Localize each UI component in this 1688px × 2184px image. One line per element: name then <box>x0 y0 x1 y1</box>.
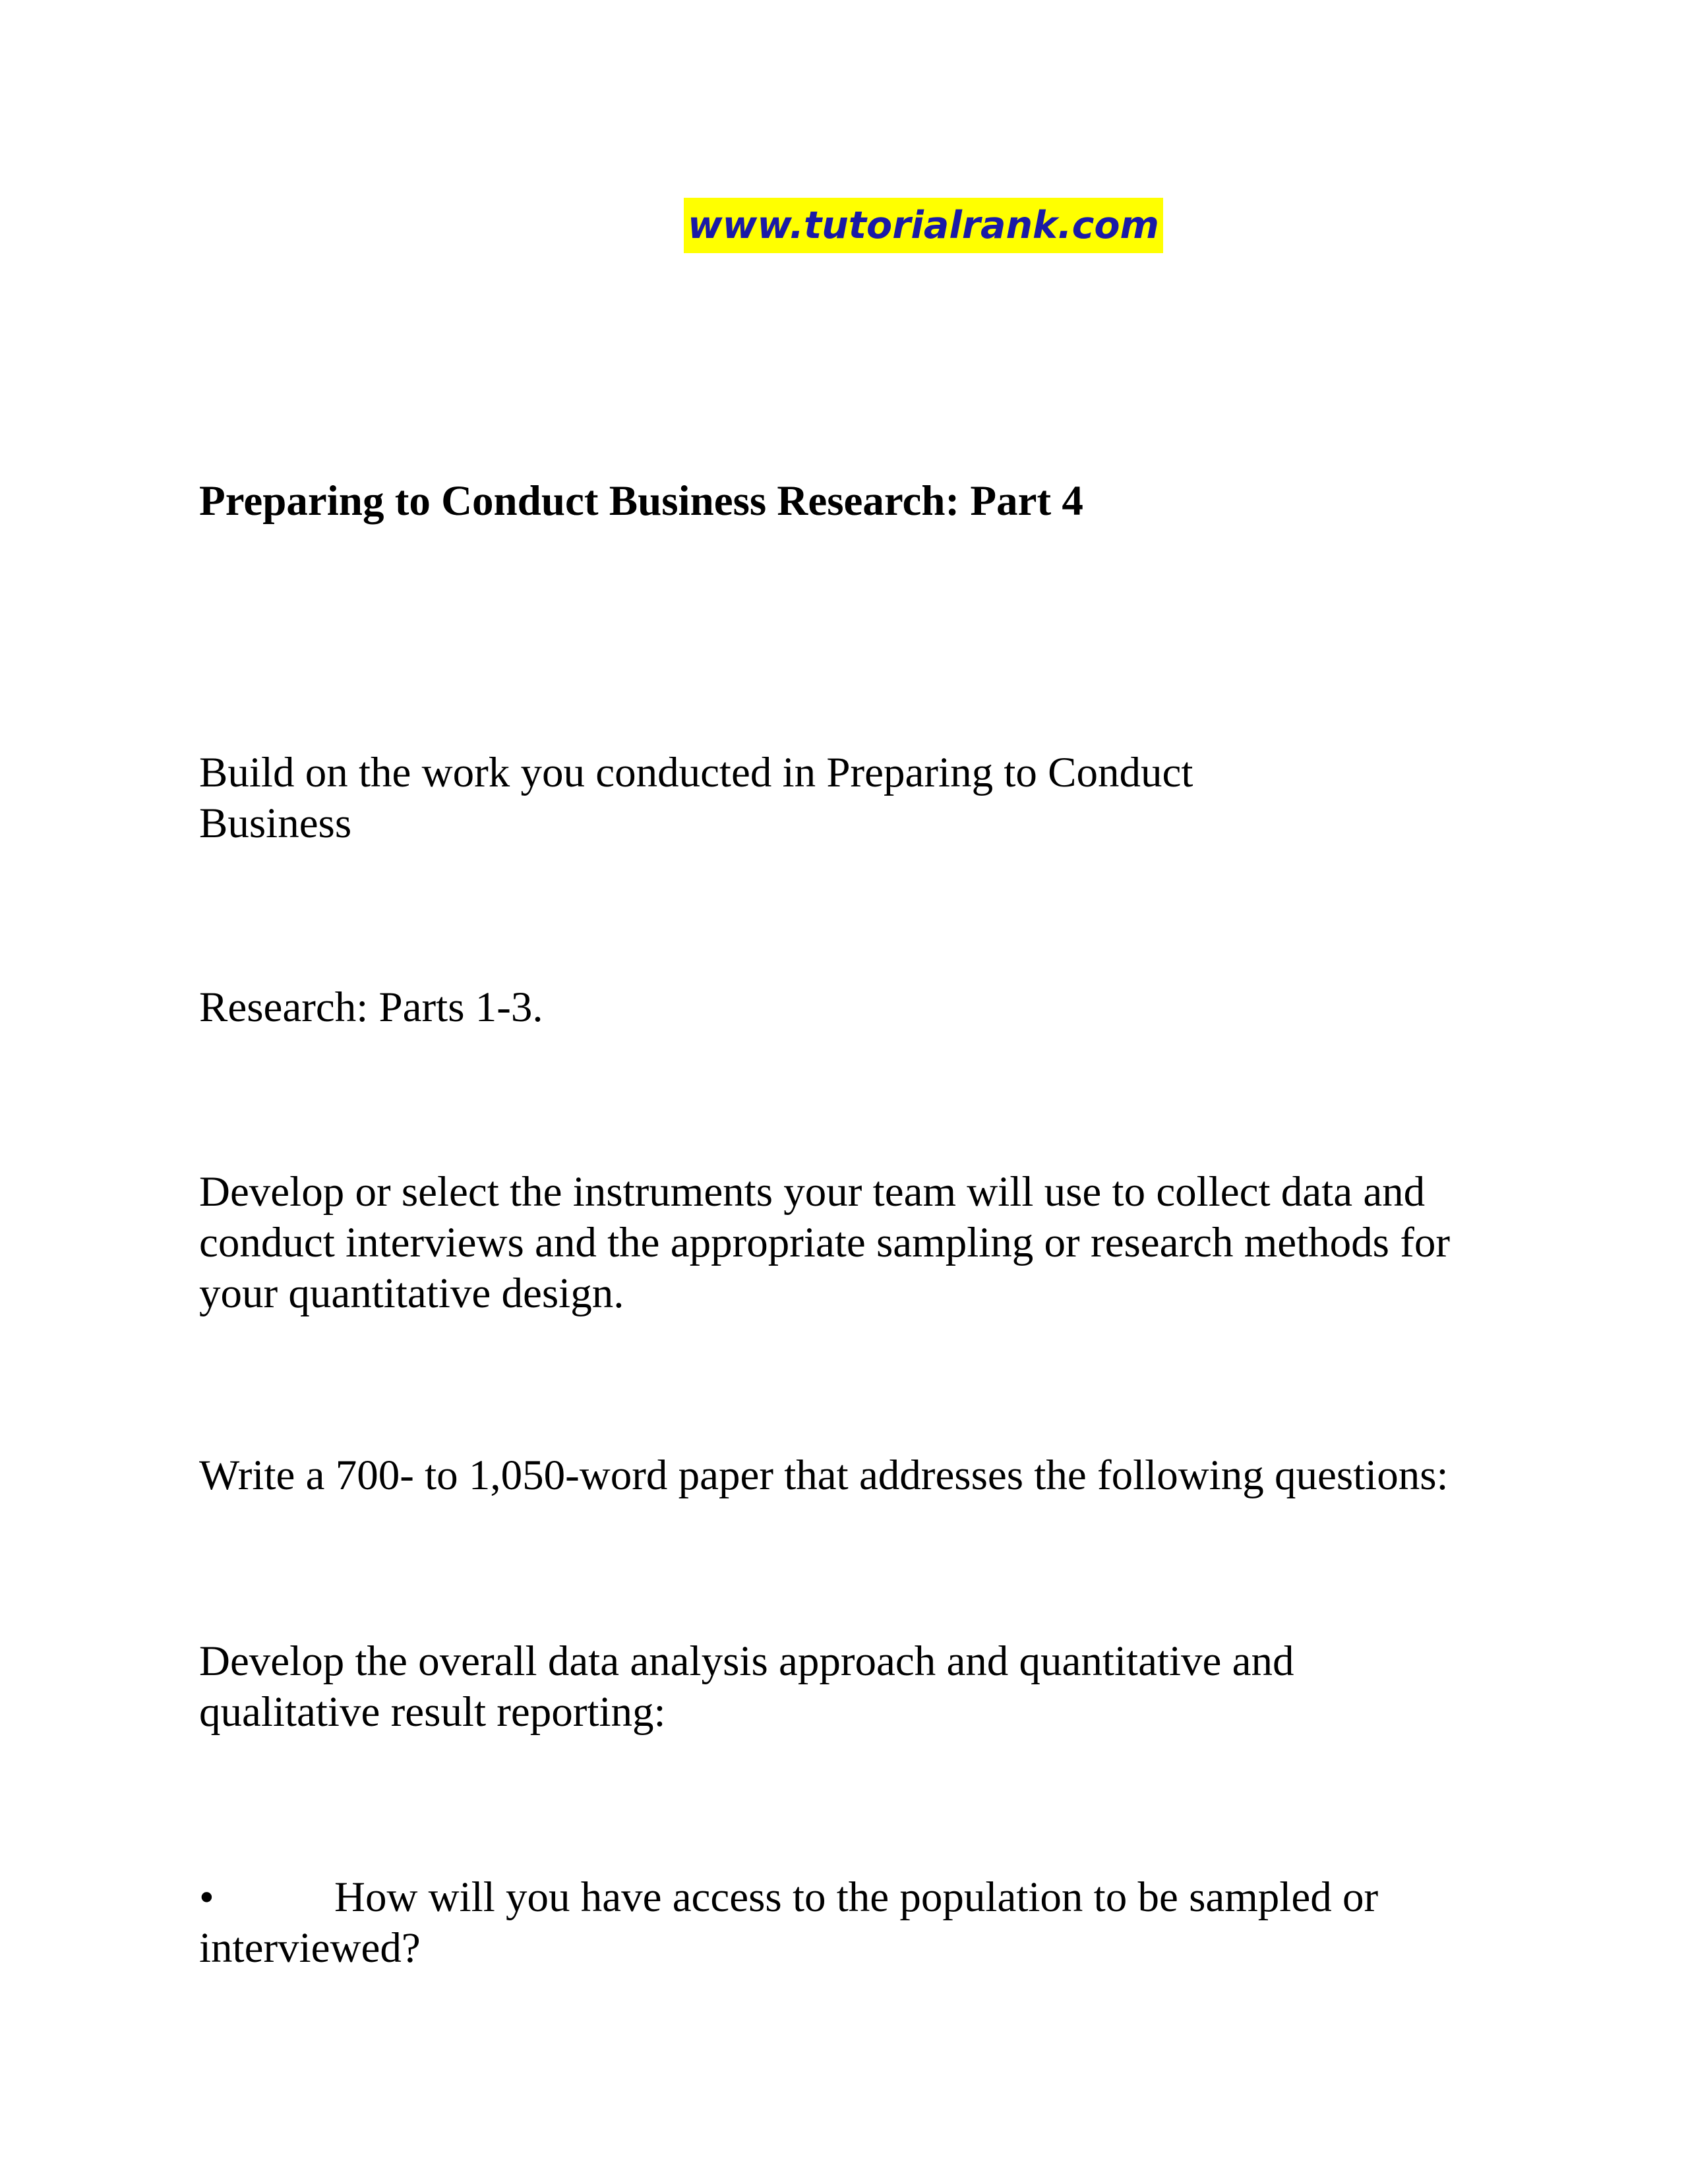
paragraph-line: conduct interviews and the appropriate sampling or research methods for <box>199 1219 1450 1266</box>
paragraph-line: Develop or select the instruments your team will use to collect data and <box>199 1168 1426 1216</box>
document-title: Preparing to Conduct Business Research: Part 4 <box>199 477 1083 525</box>
paragraph-build-on-work <box>199 748 1518 849</box>
site-url-link[interactable]: www.tutorialrank.com <box>684 198 1163 253</box>
paragraph-line: Develop the overall data analysis approach and quantitative and <box>199 1638 1294 1685</box>
paragraph-write-paper <box>199 1450 1518 1501</box>
paragraph-line: Build on the work you conducted in Preparing to Conduct <box>199 749 1193 796</box>
bullet-text: interviewed? <box>199 1924 421 1972</box>
paragraph-line: qualitative result reporting: <box>199 1688 666 1736</box>
bullet-item-population-access <box>199 1872 1518 1974</box>
paragraph-line: Business <box>199 800 352 847</box>
paragraph-research-parts <box>199 982 1518 1033</box>
bullet-glyph: • <box>199 1874 214 1921</box>
paragraph-data-analysis <box>199 1636 1518 1738</box>
bullet-first-line <box>199 1872 1518 1923</box>
paragraph-line: your quantitative design. <box>199 1270 624 1317</box>
paragraph-develop-instruments <box>199 1167 1518 1319</box>
paragraph-line: Research: Parts 1-3. <box>199 984 543 1031</box>
bullet-text: How will you have access to the population to be sampled or <box>334 1874 1379 1921</box>
paragraph-line: Write a 700- to 1,050-word paper that addresses the following questions: <box>199 1452 1449 1499</box>
